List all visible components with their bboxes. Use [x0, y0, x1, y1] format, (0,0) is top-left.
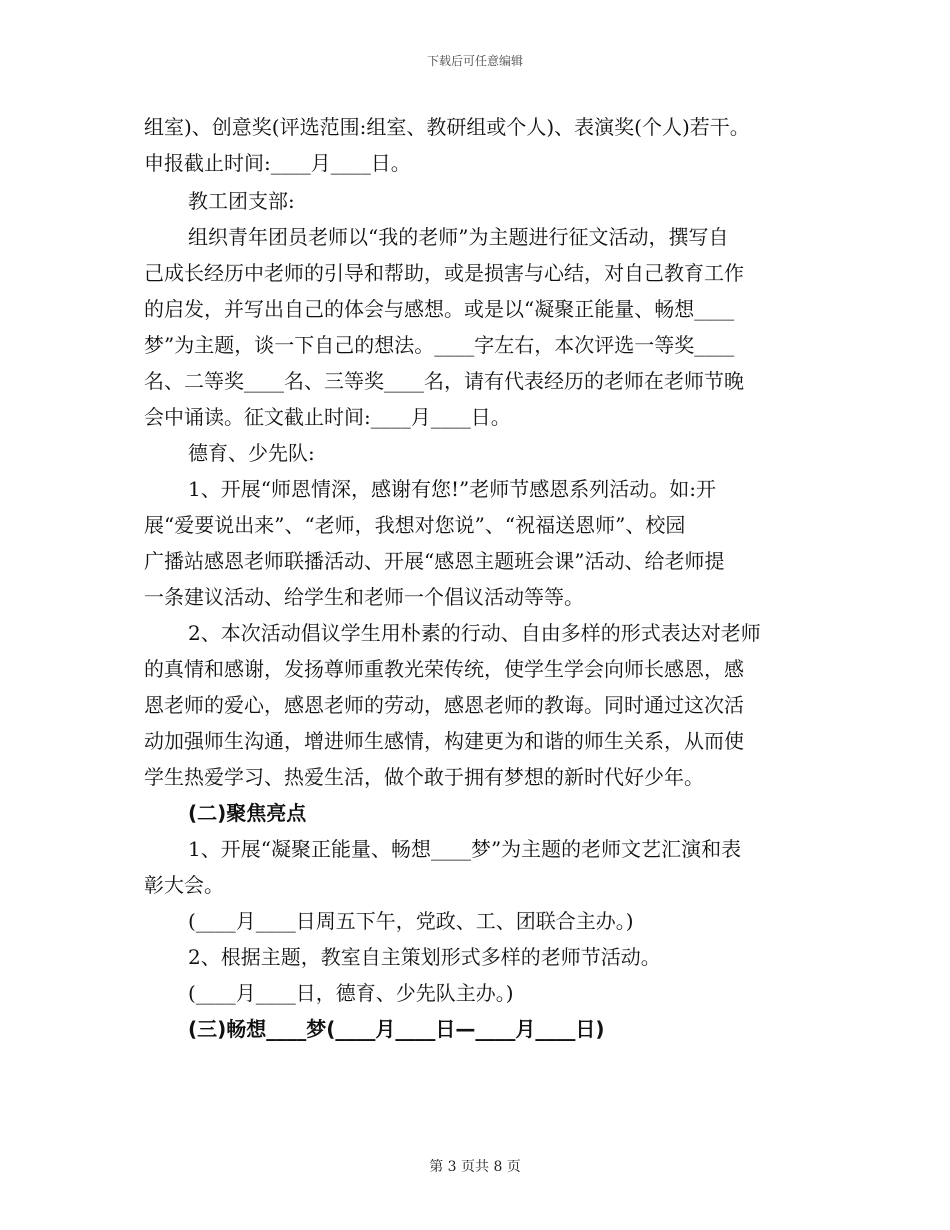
text-line: 梦”为主题，谈一下自己的想法。____字左右，本次评选一等奖____	[144, 333, 735, 357]
text-line: 彰大会。	[144, 873, 224, 897]
text-line: 组织青年团员老师以“我的老师”为主题进行征文活动，撰写自	[188, 225, 729, 249]
text-line: 的真情和感谢，发扬尊师重教光荣传统，使学生学会向师长感恩，感	[144, 657, 744, 681]
text-line: 2、根据主题，教室自主策划形式多样的老师节活动。	[188, 945, 661, 969]
text-line: 2、本次活动倡议学生用朴素的行动、自由多样的形式表达对老师	[188, 621, 761, 645]
section-label: 教工团支部:	[188, 189, 295, 213]
text-line: 学生热爱学习、热爱生活，做个敢于拥有梦想的新时代好少年。	[144, 765, 704, 789]
text-line: 一条建议活动、给学生和老师一个倡议活动等等。	[144, 585, 584, 609]
document-body	[144, 109, 814, 1047]
text-line: 1、开展“师恩情深，感谢有您!”老师节感恩系列活动。如:开	[188, 477, 716, 501]
text-line: 会中诵读。征文截止时间:____月____日。	[144, 405, 511, 429]
section-heading: (三)畅想____梦(____月____日—____月____日)	[188, 1017, 605, 1041]
text-line: 名、二等奖____名、三等奖____名，请有代表经历的老师在老师节晚	[144, 369, 744, 393]
text-line: 展“爱要说出来”、“老师，我想对您说”、“祝福送恩师”、校园	[144, 513, 686, 537]
text-line: 1、开展“凝聚正能量、畅想____梦”为主题的老师文艺汇演和表	[188, 837, 742, 861]
section-heading: (二)聚焦亮点	[188, 801, 307, 825]
text-line: (____月____日周五下午，党政、工、团联合主办。)	[188, 909, 634, 933]
text-line: 的启发，并写出自己的体会与感想。或是以“凝聚正能量、畅想____	[144, 297, 735, 321]
page-footer: 第 3 页共 8 页	[429, 1159, 521, 1175]
text-line: 组室)、创意奖(评选范围:组室、教研组或个人)、表演奖(个人)若干。	[144, 115, 750, 139]
text-line: 恩老师的爱心，感恩老师的劳动，感恩老师的教诲。同时通过这次活	[144, 693, 744, 717]
page-header: 下载后可任意编辑	[426, 54, 523, 68]
text-line: 申报截止时间:____月____日。	[144, 151, 411, 175]
text-line: (____月____日，德育、少先队主办。)	[188, 981, 514, 1005]
text-line: 广播站感恩老师联播活动、开展“感恩主题班会课”活动、给老师提	[144, 549, 725, 573]
text-line: 动加强师生沟通，增进师生感情，构建更为和谐的师生关系，从而使	[144, 729, 744, 753]
section-label: 德育、少先队:	[188, 441, 315, 465]
text-line: 己成长经历中老师的引导和帮助，或是损害与心结，对自己教育工作	[144, 261, 744, 285]
